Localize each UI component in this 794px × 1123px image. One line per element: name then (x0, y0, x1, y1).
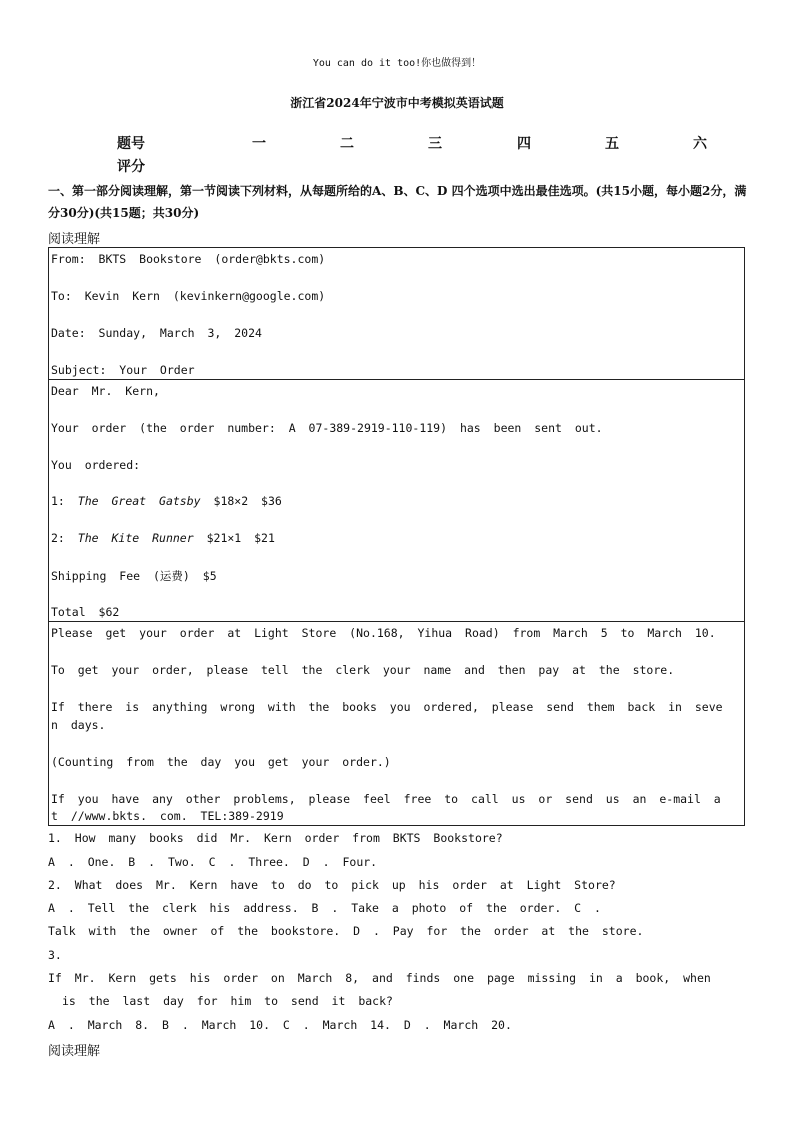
order-item (51, 531, 275, 545)
page-title: 浙江省2024年宁波市中考模拟英语试题 (290, 96, 504, 110)
counting-note: (Counting from the day you get your order.) (51, 755, 391, 769)
question-1: 1. How many books did Mr. Kern order from BKTS Bookstore? (48, 831, 503, 845)
contact-info-line-1: If you have any other problems, please feel free to call us or send us an e-mail a (51, 792, 721, 806)
score-col-1: 一 (252, 136, 266, 152)
header-note: You can do it too!你也做得到！ (312, 58, 482, 69)
score-col-6: 六 (693, 136, 707, 152)
reading-label: 阅读理解 (48, 232, 101, 247)
question-2: 2. What does Mr. Kern have to do to pick up his order at Light Store? (48, 878, 616, 892)
email-body-box (48, 379, 745, 622)
order-total: Total $62 (51, 605, 120, 619)
score-table (0, 133, 794, 177)
email-to: To: Kevin Kern (kevinkern@google.com) (51, 289, 326, 303)
pickup-info: Please get your order at Light Store (No.168, Yihua Road) from March 5 to March 10. (51, 626, 716, 640)
score-row-label-score: 评分 (117, 159, 145, 175)
question-3-options: A . March 8. B . March 10. C . March 14. D . March 20. (48, 1018, 512, 1032)
question-1-options: A . One. B . Two. C . Three. D . Four. (48, 855, 378, 869)
score-row-label-number: 题号 (117, 136, 145, 152)
question-3-number: 3. (48, 948, 62, 962)
return-info-line-1: If there is anything wrong with the books you ordered, please send them back in seve (51, 700, 723, 714)
shipping-fee: Shipping Fee (运费) $5 (51, 569, 217, 583)
order-item-price: $18×2 $36 (213, 494, 282, 508)
section-title: 一、第一部分阅读理解，第一节阅读下列材料，从每题所给的A、B、C、D 四个选项中选出最佳选项。(共15小题，每小题2分，满分30分)(共15题；共30分) (48, 184, 747, 220)
tell-clerk-info: To get your order, please tell the clerk your name and then pay at the store. (51, 663, 675, 677)
email-date: Date: Sunday, March 3, 2024 (51, 326, 262, 340)
order-item-title: The Great Gatsby (77, 494, 201, 508)
order-item (51, 494, 282, 508)
email-greeting: Dear Mr. Kern, (51, 384, 160, 398)
question-3-line-1: If Mr. Kern gets his order on March 8, and finds one page missing in a book, when (48, 971, 711, 985)
email-subject: Subject: Your Order (51, 363, 195, 377)
reading-label-2: 阅读理解 (48, 1044, 101, 1059)
email-header-box (48, 247, 745, 380)
score-col-5: 五 (605, 136, 619, 152)
email-order-line: Your order (the order number: A 07-389-2919-110-119) has been sent out. (51, 421, 603, 435)
email-from: From: BKTS Bookstore (order@bkts.com) (51, 252, 326, 266)
email-footer-box (48, 621, 745, 826)
return-info-line-2: n days. (51, 718, 106, 732)
question-2-options-line-2: Talk with the owner of the bookstore. D . Pay for the order at the store. (48, 924, 644, 938)
question-2-options-line-1: A . Tell the clerk his address. B . Take a photo of the order. C . (48, 901, 601, 915)
score-col-4: 四 (517, 136, 531, 152)
order-item-title: The Kite Runner (77, 531, 194, 545)
order-item-number: 1: (51, 494, 65, 508)
score-col-3: 三 (428, 136, 442, 152)
question-3-line-2: is the last day for him to send it back? (62, 994, 393, 1008)
contact-info-line-2: t //www.bkts. com. TEL:389-2919 (51, 809, 284, 823)
order-item-price: $21×1 $21 (206, 531, 275, 545)
score-col-2: 二 (340, 136, 354, 152)
email-you-ordered: You ordered: (51, 458, 141, 472)
order-item-number: 2: (51, 531, 65, 545)
